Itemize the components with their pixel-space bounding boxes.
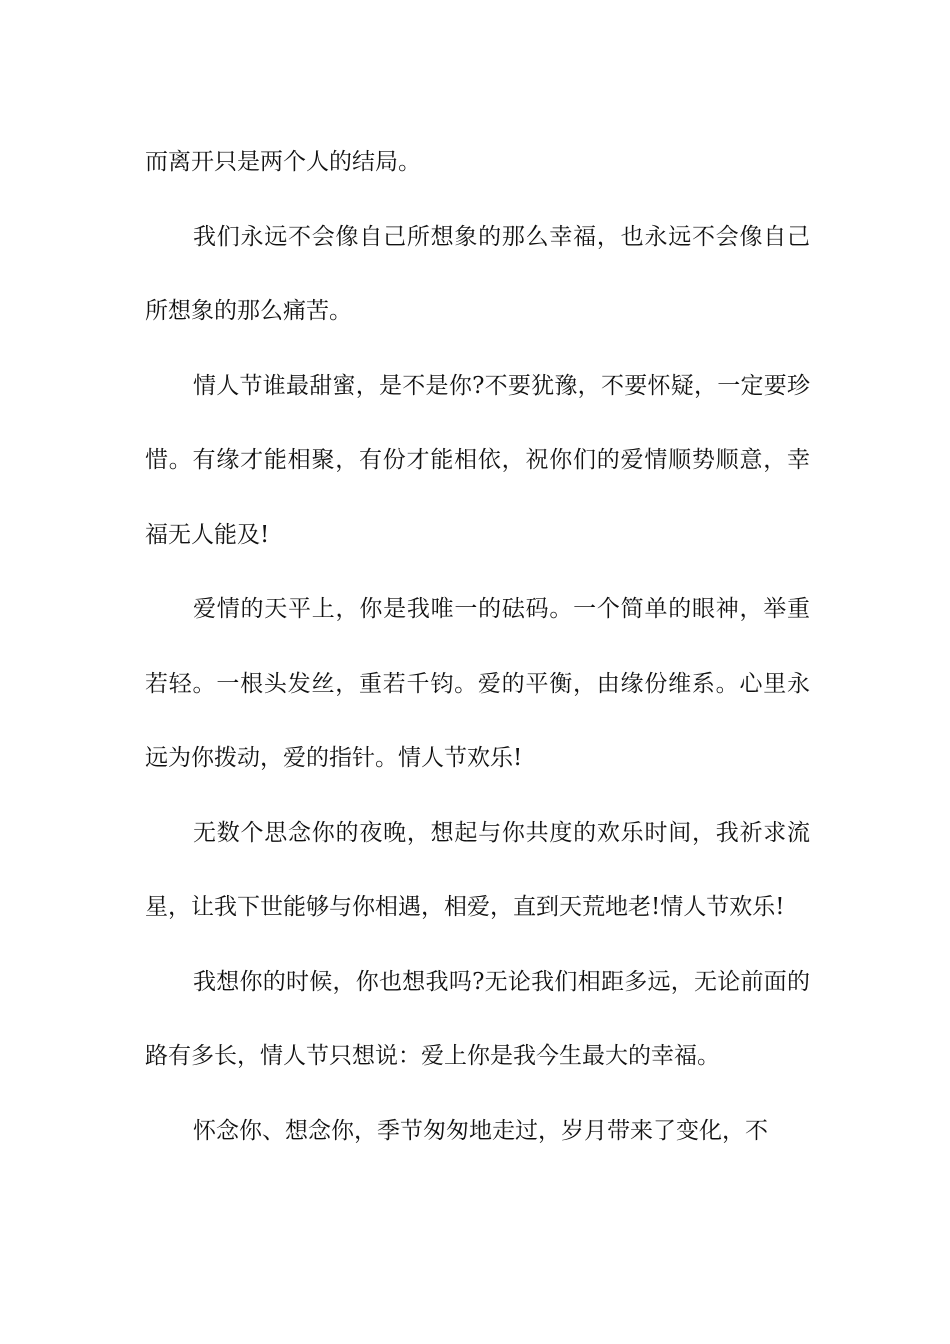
paragraph-2: 我们永远不会像自己所想象的那么幸福，也永远不会像自己所想象的那么痛苦。 (145, 223, 810, 324)
paragraph-4: 爱情的天平上，你是我唯一的砝码。一个简单的眼神，举重若轻。一根头发丝，重若千钧。爱的平衡，由缘份维系。心里永远为你拨动，爱的指针。情人节欢乐! (145, 596, 810, 771)
paragraph-5: 无数个思念你的夜晚，想起与你共度的欢乐时间，我祈求流星，让我下世能够与你相遇，相爱，直到天荒地老!情人节欢乐! (145, 819, 810, 920)
paragraph-3: 情人节谁最甜蜜，是不是你?不要犹豫，不要怀疑，一定要珍惜。有缘才能相聚，有份才能相依，祝你们的爱情顺势顺意，幸福无人能及! (145, 372, 810, 548)
paragraph-1: 而离开只是两个人的结局。 (145, 149, 421, 175)
document-body (145, 125, 810, 1168)
paragraph-6: 我想你的时候，你也想我吗?无论我们相距多远，无论前面的路有多长，情人节只想说：爱上你是我今生最大的幸福。 (145, 968, 810, 1069)
paragraph-7: 怀念你、想念你，季节匆匆地走过，岁月带来了变化，不 (193, 1117, 768, 1144)
